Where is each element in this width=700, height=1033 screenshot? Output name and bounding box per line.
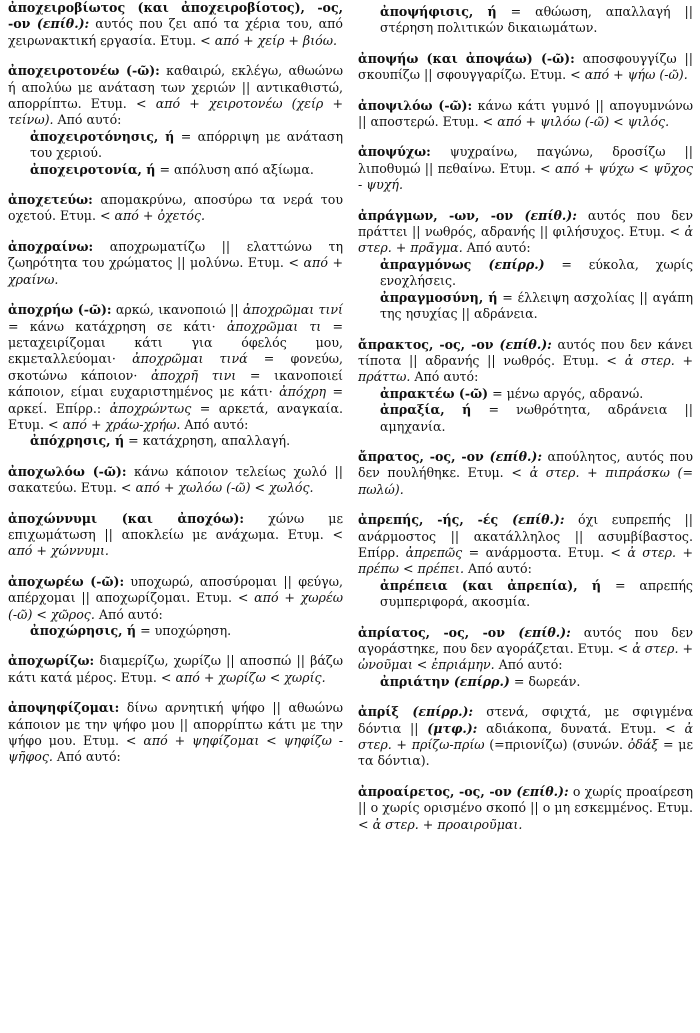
etymology-text: από + χωρίζω < χωρίς.: [175, 669, 326, 685]
headword: ἀπραγμόνως: [380, 256, 472, 272]
definition-text: = ανάρμοστα. Ετυμ. <: [462, 544, 628, 560]
definition-text: Από αυτό:: [494, 657, 563, 673]
dictionary-entry: [358, 337, 693, 435]
headword: ἀποχειροτονέω (-ῶ):: [8, 63, 160, 79]
headword: ἀποχειροτόνησις, ή: [30, 128, 175, 144]
sub-entry: [380, 402, 693, 435]
dictionary-entry: [358, 51, 693, 84]
definition-text: όχι ευπρεπής || ανάρμοστος || ακατάλληλος || ασυμβίβαστος. Επίρρ.: [358, 512, 694, 560]
dictionary-entry: [358, 144, 693, 193]
definition-text: κάνω κάποιον τελείως χωλό || σακατεύω. Ετυμ. <: [8, 463, 344, 496]
etymology-text: ἀπρεπῶς: [405, 544, 463, 560]
etymology-text: από + χειροτονέω (χείρ + τείνω).: [8, 96, 344, 128]
headword: ἀπόχρησις, ή: [30, 433, 125, 449]
headword: ἀποχώννυμι (και ἀποχόω):: [8, 510, 245, 526]
definition-text: = φονεύω, σκοτώνω κάποιον·: [8, 351, 343, 383]
grammar-label: (επίθ.):: [483, 448, 542, 464]
headword: ἀπράγμων, -ων, -ον: [358, 207, 514, 223]
headword: ἀπρακτέω (-ῶ): [380, 385, 489, 401]
entry-main: [358, 512, 693, 578]
etymology-text: ἀποχρῶμαι τινί: [242, 302, 343, 318]
dictionary-entry: [358, 784, 693, 833]
definition-text: Από αυτό:: [462, 240, 531, 256]
grammar-label: (επίθ.):: [498, 512, 565, 528]
headword: ἀποχωρέω (-ῶ):: [8, 573, 125, 589]
etymology-text: από + ψύχω < ψῦχος - ψυχή.: [358, 160, 693, 193]
definition-text: Από αυτό:: [53, 112, 122, 128]
headword: ἀπραγμοσύνη, ή: [380, 289, 498, 305]
headword: ἀπρέπεια (και ἀπρεπία), ή: [380, 577, 602, 593]
grammar-label: (επίθ.):: [493, 336, 552, 352]
grammar-label: (επίθ.):: [513, 207, 577, 223]
sub-entry: [30, 623, 343, 639]
dictionary-entry: [8, 700, 343, 766]
definition-text: αδιάκοπα, δυνατά. Ετυμ. <: [477, 720, 685, 736]
definition-text: Από αυτό:: [410, 369, 479, 385]
headword: ἀποχειροτονία, ή: [30, 161, 156, 177]
definition-text: δίνω αρνητική ψήφο || αθωώνω κάποιον με την ψήφο μου || απορρίπτω κάτι με την ψήφο μου. Ετυμ. <: [8, 700, 343, 749]
definition-text: απούλητος, αυτός που δεν πουλήθηκε. Ετυμ. <: [358, 448, 694, 481]
sub-entry: [30, 162, 343, 178]
dictionary-entry: [358, 208, 693, 323]
dictionary-entry: [8, 574, 343, 640]
grammar-label: (μτφ.):: [427, 720, 478, 736]
entry-main: [358, 144, 693, 193]
definition-text: Από αυτό:: [180, 416, 249, 432]
definition-text: = κάνω κατάχρηση σε κάτι·: [8, 318, 227, 334]
entry-main: [8, 302, 343, 433]
definition-text: ψυχραίνω, παγώνω, δροσίζω || λιποθυμώ || πεθαίνω. Ετυμ. <: [358, 144, 693, 176]
dictionary-entry: [358, 449, 693, 498]
etymology-text: ἀ στερ. + προαιροῦμαι.: [372, 816, 523, 832]
sub-entry: [380, 674, 693, 690]
headword: ἀπρεπής, -ής, -ές: [358, 512, 499, 528]
etymology-text: από + ψηφίζομαι < ψηφίζω - ψῆφος.: [8, 733, 343, 765]
headword: ἀπρίξ: [358, 704, 399, 720]
headword: ἀποψιλόω (-ῶ):: [358, 97, 473, 113]
entry-main: [358, 208, 693, 257]
etymology-text: ἀποχρῶμαι τι: [226, 318, 322, 334]
entry-main: [8, 574, 343, 623]
definition-text: = δωρεάν.: [509, 673, 581, 689]
grammar-label: (επίρρ.): [449, 673, 510, 689]
etymology-text: από + χραίνω.: [8, 255, 343, 287]
entry-main: [358, 98, 693, 131]
sub-entry: [380, 290, 693, 323]
etymology-text: ἀ στερ. + πράττω.: [358, 352, 693, 385]
headword: ἀπραξία, ή: [380, 402, 472, 418]
definition-text: αποχρωματίζω || ελαττώνω τη ζωηρότητα του χρώματος || μολύνω. Ετυμ. <: [8, 238, 343, 271]
definition-text: χώνω με επιχωμάτωση || αποκλείω με ανάχωμα. Ετυμ. <: [8, 510, 344, 542]
sub-entry: [380, 578, 693, 611]
definition-text: = κατάχρηση, απαλλαγή.: [124, 433, 291, 449]
dictionary-entry: [8, 0, 343, 49]
entry-main: [358, 704, 693, 770]
sub-entry: [30, 129, 343, 162]
grammar-label: (επίθ.):: [504, 624, 571, 640]
etymology-text: ἀποχρώντως: [109, 400, 192, 416]
definition-text: = απρεπής συμπεριφορά, ακοσμία.: [380, 577, 693, 610]
etymology-text: ὀδάξ: [627, 737, 659, 753]
definition-text: (=πριονίζω) (συνών.: [484, 737, 628, 753]
entry-main: [8, 653, 343, 686]
entry-main: [358, 625, 693, 674]
definition-text: = αθώωση, απαλλαγή || στέρηση πολιτικών δικαιωμάτων.: [380, 4, 693, 36]
definition-text: αυτός που δεν αγοράστηκε, που δεν αγοράζεται. Ετυμ. <: [358, 624, 693, 656]
headword: ἀποψήφισις, ή: [380, 4, 497, 19]
sub-entry: [380, 386, 693, 402]
dictionary-entry: [8, 653, 343, 686]
etymology-text: ἀποχρῶμαι τινά: [132, 351, 248, 367]
entry-main: [358, 337, 693, 386]
definition-text: = αρκετά, αναγκαία. Ετυμ. <: [8, 400, 343, 432]
dictionary-entry: [358, 704, 693, 770]
headword: ἀπρίατος, -ος, -ον: [358, 624, 505, 640]
definition-text: καθαιρώ, εκλέγω, αθωώνω ή απολύω με ανάταση των χεριών || αντικαθιστώ, απορρίπτω. Ετυμ. <: [8, 63, 343, 112]
headword: ἀποψηφίζομαι:: [8, 700, 120, 716]
dictionary-entry: [358, 4, 693, 37]
etymology-text: ἀ στερ. + πιπράσκω (= πωλώ).: [358, 465, 693, 497]
entry-main: [8, 511, 343, 560]
headword: ἀπροαίρετος, -ος, -ον: [358, 783, 512, 799]
headword: ἀποχωλόω (-ῶ):: [8, 463, 127, 479]
dictionary-entry: [8, 464, 343, 497]
definition-text: υποχωρώ, αποσύρομαι || φεύγω, απέρχομαι || αποχωρίζομαι. Ετυμ. <: [8, 573, 343, 606]
definition-text: ο χωρίς προαίρεση || ο χωρίς ορισμένο σκοπό || ο μη εσκεμμένος. Ετυμ. <: [358, 783, 693, 832]
dictionary-entry: [8, 511, 343, 560]
definition-text: αποσφουγγίζω || σκουπίζω || σφουγγαρίζω. Ετυμ. <: [358, 50, 693, 83]
definition-text: = υποχώρηση.: [136, 623, 232, 638]
dictionary-entry: [8, 239, 343, 288]
definition-text: Από αυτό:: [94, 606, 163, 622]
definition-text: αυτός που ζει από τα χέρια του, από χειρωνακτική εργασία. Ετυμ. <: [8, 16, 344, 48]
entry-main: [358, 51, 693, 84]
dictionary-entry: [8, 63, 343, 178]
etymology-text: από + ψιλόω (-ῶ) < ψιλός.: [497, 114, 670, 130]
entry-main: [8, 239, 343, 288]
entry-main: [8, 63, 343, 129]
etymology-text: από + χωλόω (-ῶ) < χωλός.: [135, 480, 314, 496]
etymology-text: ἀ στερ. + πρᾶγμα.: [358, 224, 693, 256]
definition-text: = αρκεί. Επίρρ.:: [8, 384, 344, 416]
etymology-text: ἀ στερ. + πρέπω < πρέπει.: [358, 544, 693, 577]
headword: ἀποψήω (και ἀποψάω) (-ῶ):: [358, 50, 575, 66]
entry-main: [358, 449, 693, 498]
definition-text: = έλλειψη ασχολίας || αγάπη της ησυχίας || αδράνεια.: [380, 289, 693, 322]
dictionary-entry: [8, 192, 343, 225]
etymology-text: από + ὀχετός.: [114, 208, 206, 224]
entry-main: [8, 464, 343, 497]
etymology-text: από + ψήω (-ῶ).: [584, 67, 688, 83]
dictionary-entry: [358, 625, 693, 691]
definition-text: = ικανοποιεί κάποιον, είμαι ευχαριστημένος με κάτι·: [8, 367, 343, 400]
definition-text: = απόρριψη με ανάταση του χεριού.: [30, 128, 344, 161]
definition-text: = με τα δόντια).: [358, 737, 693, 769]
grammar-label: (επίρρ.): [471, 256, 545, 272]
entry-main: [8, 700, 343, 766]
grammar-label: (επίρρ.):: [398, 704, 474, 720]
etymology-text: από + χράω-χρήω.: [62, 416, 181, 432]
headword: ἀποχραίνω:: [8, 238, 94, 254]
headword: ἀποχετεύω:: [8, 192, 93, 208]
etymology-text: από + χωρέω (-ῶ) < χῶρος.: [8, 590, 343, 622]
definition-text: αρκώ, ικανοποιώ ||: [111, 302, 243, 318]
etymology-text: από + χείρ + βιόω.: [214, 32, 337, 48]
headword: ἄπρατος, -ος, -ον: [358, 448, 484, 464]
sub-entry: [380, 4, 693, 37]
definition-text: = μεταχειρίζομαι κάτι για όφελός μου, εκμεταλλεύομαι·: [8, 318, 344, 367]
dictionary-column-left: [8, 0, 343, 780]
definition-text: απομακρύνω, αποσύρω τα νερά του οχετού. Ετυμ. <: [8, 192, 343, 224]
etymology-text: ἀπόχρη: [279, 384, 327, 400]
definition-text: = νωθρότητα, αδράνεια || αμηχανία.: [380, 402, 693, 434]
entry-main: [8, 192, 343, 225]
definition-text: = εύκολα, χωρίς ενοχλήσεις.: [380, 256, 693, 289]
headword: ἀποχωρίζω:: [8, 653, 95, 669]
definition-text: Από αυτό:: [52, 749, 121, 765]
dictionary-entry: [8, 302, 343, 450]
dictionary-column-right: [358, 0, 693, 847]
definition-text: Από αυτό:: [463, 561, 532, 577]
headword: ἀποχώρησις, ή: [30, 623, 137, 638]
definition-text: διαμερίζω, χωρίζω || αποσπώ || βάζω κάτι κατά μέρος. Ετυμ. <: [8, 653, 343, 685]
headword: ἄπρακτος, -ος, -ον: [358, 336, 494, 352]
entry-main: [8, 0, 343, 49]
definition-text: = μένω αργός, αδρανώ.: [488, 385, 644, 401]
sub-entry: [30, 433, 343, 449]
definition-text: κάνω κάτι γυμνό || απογυμνώνω || αποστερώ. Ετυμ. <: [358, 97, 693, 130]
headword: ἀπριάτην: [380, 673, 450, 689]
entry-main: [358, 784, 693, 833]
sub-entry: [380, 257, 693, 290]
etymology-text: ἀ στερ. + ὠνοῦμαι < ἐπριάμην.: [358, 641, 694, 673]
definition-text: = απόλυση από αξίωμα.: [155, 161, 314, 177]
dictionary-entry: [358, 512, 693, 610]
definition-text: στενά, σφιχτά, με σφιγμένα δόντια ||: [358, 704, 694, 736]
headword: ἀποχρήω (-ῶ):: [8, 302, 112, 318]
definition-text: αυτός που δεν πράττει || νωθρός, αδρανής || φιλήσυχος. Ετυμ. <: [358, 207, 693, 240]
etymology-text: ἀ στερ. + πρίζω-πρίω: [358, 720, 693, 753]
headword: ἀποψύχω:: [358, 144, 431, 160]
etymology-text: από + χώννυμι.: [8, 543, 109, 559]
grammar-label: (επίθ.):: [30, 16, 90, 32]
grammar-label: (επίθ.):: [511, 783, 569, 799]
dictionary-entry: [358, 98, 693, 131]
etymology-text: ἀποχρῆ τινι: [151, 367, 237, 383]
definition-text: αυτός που δεν κάνει τίποτα || αδρανής || νωθρός. Ετυμ. <: [358, 336, 693, 368]
headword: ἀποχειροβίωτος (και ἀποχειροβίοτος), -ος, -ον: [8, 0, 343, 32]
